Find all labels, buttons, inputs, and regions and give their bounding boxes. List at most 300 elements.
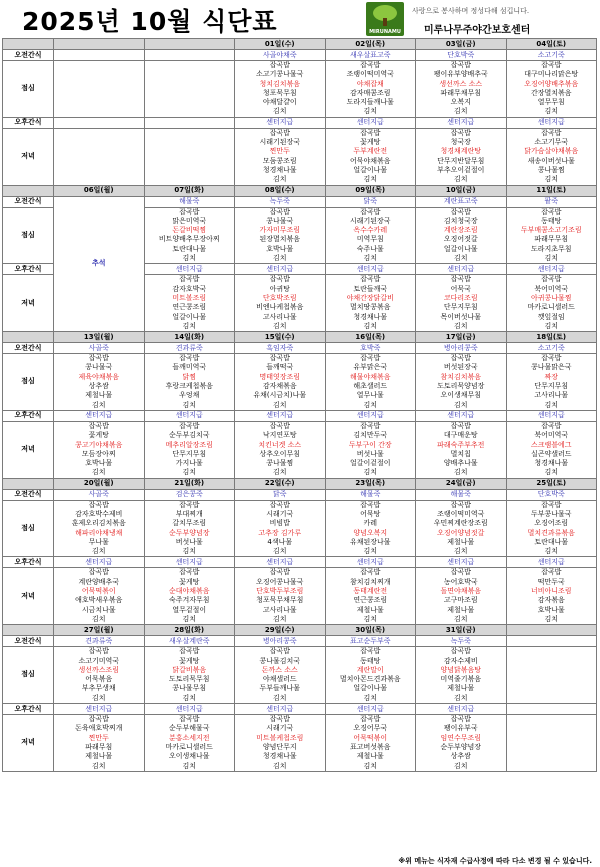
menu-item: 김치청국장 xyxy=(443,216,478,225)
menu-item: 잡곡밥 xyxy=(269,275,290,284)
menu-item: 김치 xyxy=(544,321,559,330)
lunch-menu xyxy=(506,354,597,411)
menu-item: 상추쌈 xyxy=(88,382,109,391)
empty-cell xyxy=(144,128,235,185)
row-label-afternoon: 오후간식 xyxy=(3,704,54,715)
menu-item: 콩나물무침 xyxy=(172,684,207,693)
logo xyxy=(366,2,404,36)
dinner-menu xyxy=(416,568,507,625)
menu-item: 오징어양배추볶음 xyxy=(524,79,579,88)
menu-item: 카레 xyxy=(363,519,378,528)
menu-item: 무나물 xyxy=(88,537,109,546)
morning-snack: 해물죽 xyxy=(144,196,235,207)
dinner-menu xyxy=(54,715,145,772)
menu-item: 잡곡밥 xyxy=(88,715,109,724)
menu-item: 시래기된장국 xyxy=(349,216,391,225)
menu-item: 감자채볶음 xyxy=(262,382,297,391)
date-cell: 18일(토) xyxy=(506,332,597,343)
org-name: 미루나무주야간보호센터 xyxy=(424,25,531,36)
menu-item: 해초샐러드 xyxy=(353,382,388,391)
menu-item: 두부구이 간장 xyxy=(348,440,392,449)
menu-item: 김치 xyxy=(91,614,106,623)
menu-item: 열무나물 xyxy=(356,391,384,400)
menu-item: 숙주나물 xyxy=(356,244,384,253)
menu-item: 잡곡밥 xyxy=(88,568,109,577)
menu-item: 도토리묵무침 xyxy=(168,675,210,684)
menu-item: 김치 xyxy=(544,400,559,409)
date-cell: 16일(목) xyxy=(325,332,416,343)
dinner-menu xyxy=(144,715,235,772)
menu-item: 제철나물 xyxy=(356,605,384,614)
morning-snack-row xyxy=(3,489,597,500)
menu-item: 해물야채볶음 xyxy=(349,372,391,381)
menu-item: 소고기미역국 xyxy=(78,656,120,665)
menu-item: 김치 xyxy=(272,547,287,556)
row-label-dinner: 저녁 xyxy=(3,568,54,625)
afternoon-snack: 센터지급 xyxy=(506,264,597,275)
menu-item: 우엉채 xyxy=(179,391,200,400)
menu-item: 야채샐러드 xyxy=(262,675,297,684)
morning-snack: 소고기죽 xyxy=(506,50,597,61)
menu-item: 김치 xyxy=(453,107,468,116)
menu-item: 훈제오리김치볶음 xyxy=(71,519,126,528)
afternoon-snack: 센터지급 xyxy=(325,117,416,128)
menu-item: 비트양배추무장아찌 xyxy=(158,235,220,244)
morning-snack: 소고기죽 xyxy=(506,343,597,354)
menu-item: 시금치나물 xyxy=(81,605,116,614)
morning-snack: 사골야채죽 xyxy=(235,50,326,61)
menu-item: 닭갈비볶음 xyxy=(172,665,207,674)
menu-item: 들깨떡국 xyxy=(266,363,294,372)
empty-cell xyxy=(54,39,145,50)
row-label-morning: 오전간식 xyxy=(3,489,54,500)
menu-item: 김치 xyxy=(272,614,287,623)
dinner-menu xyxy=(235,715,326,772)
menu-item: 잡곡밥 xyxy=(269,421,290,430)
menu-item: 김치 xyxy=(544,254,559,263)
menu-item: 어묵탕 xyxy=(360,509,381,518)
date-cell: 13일(월) xyxy=(54,332,145,343)
menu-item: 잡곡밥 xyxy=(360,715,381,724)
menu-item: 잡곡밥 xyxy=(360,647,381,656)
lunch-menu xyxy=(235,354,326,411)
date-cell: 14일(화) xyxy=(144,332,235,343)
menu-item: 유채된장나물 xyxy=(349,537,391,546)
morning-snack: 표고순두부죽 xyxy=(325,636,416,647)
menu-item: 연근콩조림 xyxy=(172,303,207,312)
menu-item: 제육야채볶음 xyxy=(78,372,120,381)
menu-item: 어묵국 xyxy=(450,284,471,293)
afternoon-snack-row xyxy=(3,704,597,715)
morning-snack: 새우살계란죽 xyxy=(144,636,235,647)
menu-item: 도라지들깨나물 xyxy=(346,98,394,107)
menu-item: 두부콩나물국 xyxy=(530,509,572,518)
menu-item: 단호박두부조림 xyxy=(256,587,304,596)
menu-item: 맑은미역국 xyxy=(172,216,207,225)
row-label-lunch: 점심 xyxy=(3,500,54,557)
menu-item: 감자볶음 xyxy=(537,596,565,605)
empty-cell xyxy=(144,61,235,118)
menu-item: 치킨너겟 소스 xyxy=(258,440,302,449)
empty-cell xyxy=(506,625,597,636)
menu-item: 잡곡밥 xyxy=(360,500,381,509)
lunch-menu xyxy=(325,500,416,557)
row-label-afternoon: 오후간식 xyxy=(3,117,54,128)
dinner-menu xyxy=(506,568,597,625)
menu-item: 잡곡밥 xyxy=(179,647,200,656)
menu-item: 오복지 xyxy=(450,98,471,107)
lunch-menu xyxy=(416,207,507,264)
row-label-afternoon: 오후간식 xyxy=(3,264,54,275)
menu-item: 감자매콤조림 xyxy=(349,88,391,97)
afternoon-snack-row xyxy=(3,557,597,568)
menu-item: 청경채계란탕 xyxy=(440,147,482,156)
afternoon-snack: 센터지급 xyxy=(235,264,326,275)
row-label-morning: 오전간식 xyxy=(3,196,54,207)
menu-item: 단무지무침 xyxy=(443,303,478,312)
menu-item: 파래무채무침 xyxy=(440,88,482,97)
menu-item: 김치 xyxy=(453,321,468,330)
menu-item: 김치 xyxy=(272,175,287,184)
morning-snack-row xyxy=(3,343,597,354)
lunch-menu xyxy=(144,500,235,557)
morning-snack: 병아리콩죽 xyxy=(416,343,507,354)
menu-item: 김치 xyxy=(363,693,378,702)
date-cell: 03일(금) xyxy=(416,39,507,50)
dinner-menu xyxy=(416,421,507,478)
afternoon-snack: 센터지급 xyxy=(416,704,507,715)
menu-item: 유부맑은국 xyxy=(353,363,388,372)
morning-snack-row xyxy=(3,196,597,207)
menu-item: 김치 xyxy=(272,400,287,409)
menu-item: 잡곡밥 xyxy=(269,715,290,724)
dinner-menu xyxy=(325,568,416,625)
date-row xyxy=(3,39,597,50)
menu-item: 호박나물 xyxy=(266,244,294,253)
menu-item: 김치 xyxy=(363,761,378,770)
menu-item: 토란대나물 xyxy=(172,244,207,253)
menu-item: 잡곡밥 xyxy=(269,647,290,656)
menu-item: 감자수제비 xyxy=(443,656,478,665)
lunch-menu xyxy=(416,61,507,118)
dinner-row xyxy=(3,128,597,185)
empty-cell xyxy=(144,117,235,128)
menu-item: 오징어조림 xyxy=(534,519,569,528)
menu-item: 어묵볶음 xyxy=(85,675,113,684)
menu-item: 숙주겨자무침 xyxy=(168,596,210,605)
menu-item: 멸치견과류볶음 xyxy=(527,528,575,537)
menu-item: 모듬장아찌 xyxy=(81,449,116,458)
menu-item: 옥수수카레 xyxy=(353,226,388,235)
menu-item: 청경채나물 xyxy=(353,312,388,321)
menu-item: 양념오복지 xyxy=(353,528,388,537)
afternoon-snack: 센터지급 xyxy=(506,410,597,421)
menu-item: 오징어무국 xyxy=(353,724,388,733)
menu-item: 김치 xyxy=(182,693,197,702)
menu-item: 들깨미역국 xyxy=(172,363,207,372)
menu-item: 잡곡밥 xyxy=(269,61,290,69)
menu-item: 청치김치볶음 xyxy=(259,79,301,88)
menu-item: 유채(시금치)나물 xyxy=(253,391,307,400)
menu-item: 잡곡밥 xyxy=(450,715,471,724)
menu-item: 낙지연포탕 xyxy=(262,431,297,440)
dinner-row xyxy=(3,421,597,478)
menu-item: 양념닭볶음탕 xyxy=(440,665,482,674)
dinner-menu xyxy=(325,275,416,332)
afternoon-snack: 센터지급 xyxy=(235,557,326,568)
empty-cell xyxy=(506,704,597,715)
menu-item: 김치 xyxy=(182,468,197,477)
menu-item: 콩나물국 xyxy=(266,216,294,225)
morning-snack: 견과류죽 xyxy=(54,636,145,647)
menu-item: 찐만두 xyxy=(269,147,290,156)
date-row xyxy=(3,625,597,636)
date-cell: 10일(금) xyxy=(416,185,507,196)
afternoon-snack: 센터지급 xyxy=(54,557,145,568)
dinner-row xyxy=(3,568,597,625)
date-row xyxy=(3,478,597,489)
morning-snack: 흑임자죽 xyxy=(235,343,326,354)
menu-item: 가지나물 xyxy=(175,459,203,468)
menu-item: 연근콩조림 xyxy=(353,596,388,605)
menu-item: 목이버섯나물 xyxy=(440,312,482,321)
lunch-menu xyxy=(54,647,145,704)
afternoon-snack: 센터지급 xyxy=(235,704,326,715)
dinner-menu xyxy=(416,715,507,772)
menu-item: 소고기콩나물국 xyxy=(256,70,304,79)
morning-snack: 녹두죽 xyxy=(416,636,507,647)
menu-item: 간장멸치볶음 xyxy=(530,88,572,97)
dinner-menu xyxy=(235,568,326,625)
menu-item: 호박나물 xyxy=(85,459,113,468)
menu-item: 계란양배추국 xyxy=(78,577,120,586)
menu-item: 두부계란전 xyxy=(353,147,388,156)
menu-item: 생선까스 소스 xyxy=(439,79,483,88)
date-cell: 04일(토) xyxy=(506,39,597,50)
afternoon-snack: 센터지급 xyxy=(144,704,235,715)
lunch-menu xyxy=(416,500,507,557)
date-cell: 06일(월) xyxy=(54,185,145,196)
menu-item: 대구미나리맑은탕 xyxy=(524,70,579,79)
menu-item: 파래숙주부추전 xyxy=(437,440,485,449)
menu-item: 우민찌계란장조림 xyxy=(433,519,488,528)
afternoon-snack: 센터지급 xyxy=(235,117,326,128)
menu-item: 잡곡밥 xyxy=(269,207,290,216)
date-cell: 28일(화) xyxy=(144,625,235,636)
afternoon-snack-row xyxy=(3,117,597,128)
menu-item: 잡곡밥 xyxy=(179,207,200,216)
empty-cell xyxy=(144,50,235,61)
menu-item: 김치 xyxy=(272,107,287,116)
menu-item: 김치 xyxy=(363,547,378,556)
menu-item: 멸치칩 xyxy=(450,449,471,458)
menu-item: 순두부해물국 xyxy=(168,724,210,733)
empty-cell xyxy=(506,636,597,647)
date-cell: 09일(목) xyxy=(325,185,416,196)
menu-item: 잡곡밥 xyxy=(269,500,290,509)
menu-item: 얼갈이나물 xyxy=(353,684,388,693)
morning-snack: 녹두죽 xyxy=(235,196,326,207)
row-label-blank xyxy=(3,185,54,196)
date-cell: 24일(금) xyxy=(416,478,507,489)
menu-item: 팽이유부양배추국 xyxy=(433,70,488,79)
holiday-cell: 추석 xyxy=(54,196,145,332)
menu-item: 동태탕 xyxy=(360,656,381,665)
menu-item: 김치 xyxy=(363,107,378,116)
menu-item: 생선까스조림 xyxy=(78,665,120,674)
menu-item: 잡곡밥 xyxy=(450,421,471,430)
menu-item: 김치 xyxy=(272,468,287,477)
row-label-afternoon: 오후간식 xyxy=(3,557,54,568)
menu-item: 참치김치볶음 xyxy=(440,372,482,381)
menu-item: 잡곡밥 xyxy=(450,354,471,363)
menu-item: 잡곡밥 xyxy=(360,354,381,363)
menu-item: 북어미역국 xyxy=(534,284,569,293)
row-label-lunch: 점심 xyxy=(3,354,54,411)
morning-snack-row xyxy=(3,50,597,61)
date-cell: 07일(화) xyxy=(144,185,235,196)
menu-item: 김치 xyxy=(544,107,559,116)
menu-item: 잡곡밥 xyxy=(541,354,562,363)
menu-item: 고구마조림 xyxy=(443,596,478,605)
menu-item: 김치 xyxy=(453,254,468,263)
menu-item: 동태탕 xyxy=(541,216,562,225)
menu-item: 어묵야채볶음 xyxy=(349,156,391,165)
menu-item: 김치 xyxy=(453,547,468,556)
menu-item: 야채잡채 xyxy=(356,79,384,88)
menu-item: 콩고기야채볶음 xyxy=(75,440,123,449)
menu-item: 잡곡밥 xyxy=(88,421,109,430)
menu-item: 미트볼조림 xyxy=(172,293,207,302)
menu-item: 김치 xyxy=(544,614,559,623)
afternoon-snack: 센터지급 xyxy=(416,117,507,128)
afternoon-snack: 센터지급 xyxy=(325,704,416,715)
menu-item: 토란대나물 xyxy=(534,537,569,546)
menu-item: 김치 xyxy=(453,175,468,184)
menu-item: 단무지반달무침 xyxy=(437,156,485,165)
menu-item: 비엔나케첩볶음 xyxy=(256,303,304,312)
row-label-lunch: 점심 xyxy=(3,61,54,118)
menu-item: 4색나물 xyxy=(267,537,293,546)
menu-item: 콩나물맑은국 xyxy=(530,363,572,372)
menu-item: 시래기국 xyxy=(266,724,294,733)
menu-item: 잡곡밥 xyxy=(450,275,471,284)
menu-item: 고사리나물 xyxy=(262,312,297,321)
dinner-menu xyxy=(235,421,326,478)
menu-item: 잡곡밥 xyxy=(179,354,200,363)
date-cell: 20일(월) xyxy=(54,478,145,489)
menu-item: 갈치무조림 xyxy=(172,519,207,528)
afternoon-snack: 센터지급 xyxy=(235,410,326,421)
menu-item: 청국장 xyxy=(450,138,471,147)
menu-item: 잡곡밥 xyxy=(450,61,471,69)
afternoon-snack: 센터지급 xyxy=(416,557,507,568)
date-cell: 15일(수) xyxy=(235,332,326,343)
dinner-menu xyxy=(144,568,235,625)
menu-item: 야채간장닭갈비 xyxy=(346,293,394,302)
menu-item: 명태엿장조림 xyxy=(259,372,301,381)
menu-item: 꽃게탕 xyxy=(360,138,381,147)
menu-item: 얼갈이나물 xyxy=(353,165,388,174)
lunch-row xyxy=(3,500,597,557)
empty-cell xyxy=(144,39,235,50)
menu-item: 순두부양념장 xyxy=(440,742,482,751)
menu-item: 김치 xyxy=(182,761,197,770)
row-label-afternoon: 오후간식 xyxy=(3,410,54,421)
date-cell: 25일(토) xyxy=(506,478,597,489)
afternoon-snack: 센터지급 xyxy=(325,264,416,275)
menu-item: 잡곡밥 xyxy=(450,207,471,216)
morning-snack: 검은콩죽 xyxy=(144,489,235,500)
menu-item: 콩나물찜 xyxy=(266,459,294,468)
menu-item: 김치 xyxy=(453,614,468,623)
menu-item: 잡곡밥 xyxy=(360,207,381,216)
menu-item: 단무지무침 xyxy=(172,449,207,458)
lunch-menu xyxy=(144,354,235,411)
afternoon-snack-row xyxy=(3,410,597,421)
menu-item: 오이생채나물 xyxy=(168,752,210,761)
menu-item: 잡곡밥 xyxy=(360,275,381,284)
morning-snack-row xyxy=(3,636,597,647)
date-cell: 23일(목) xyxy=(325,478,416,489)
menu-item: 청경채나물 xyxy=(262,752,297,761)
menu-item: 김치 xyxy=(544,547,559,556)
menu-item: 김치 xyxy=(363,614,378,623)
row-label-blank xyxy=(3,478,54,489)
menu-item: 김치 xyxy=(182,321,197,330)
lunch-menu xyxy=(325,647,416,704)
row-label-lunch: 점심 xyxy=(3,207,54,264)
menu-item: 계란말이 xyxy=(356,665,384,674)
lunch-menu xyxy=(235,61,326,118)
menu-item: 꽃게탕 xyxy=(179,656,200,665)
menu-item: 잡곡밥 xyxy=(179,568,200,577)
dinner-menu xyxy=(144,275,235,332)
menu-item: 잡곡밥 xyxy=(360,568,381,577)
menu-item: 상추쌈 xyxy=(450,752,471,761)
menu-item: 청경채나물 xyxy=(534,459,569,468)
menu-item: 아귀탕 xyxy=(269,284,290,293)
menu-item: 김치 xyxy=(272,761,287,770)
date-row xyxy=(3,332,597,343)
menu-item: 농어호박국 xyxy=(443,577,478,586)
menu-item: 청포묵무채무침 xyxy=(256,596,304,605)
menu-item: 잡곡밥 xyxy=(360,128,381,137)
menu-item: 오징어양념젓갈 xyxy=(437,528,485,537)
lunch-menu xyxy=(416,647,507,704)
menu-item: 잡곡밥 xyxy=(360,421,381,430)
dinner-menu xyxy=(325,421,416,478)
menu-item: 제철나물 xyxy=(447,684,475,693)
menu-item: 부추무생채 xyxy=(81,684,116,693)
row-label-dinner: 저녁 xyxy=(3,421,54,478)
empty-cell xyxy=(506,715,597,772)
dinner-menu xyxy=(506,275,597,332)
menu-item: 잡곡밥 xyxy=(269,568,290,577)
menu-item: 김치 xyxy=(91,547,106,556)
header xyxy=(0,0,600,38)
menu-item: 표고버섯볶음 xyxy=(349,742,391,751)
menu-item: 잡곡밥 xyxy=(360,61,381,69)
logo-text: MIRUNAMU xyxy=(369,29,401,35)
menu-item: 양배추나물 xyxy=(443,459,478,468)
menu-item: 미트볼케첩조림 xyxy=(256,733,304,742)
menu-item: 감자호박국 xyxy=(172,284,207,293)
menu-item: 비빔밥 xyxy=(269,519,290,528)
dinner-menu xyxy=(144,421,235,478)
dinner-menu xyxy=(235,275,326,332)
menu-item: 순대야채볶음 xyxy=(168,587,210,596)
